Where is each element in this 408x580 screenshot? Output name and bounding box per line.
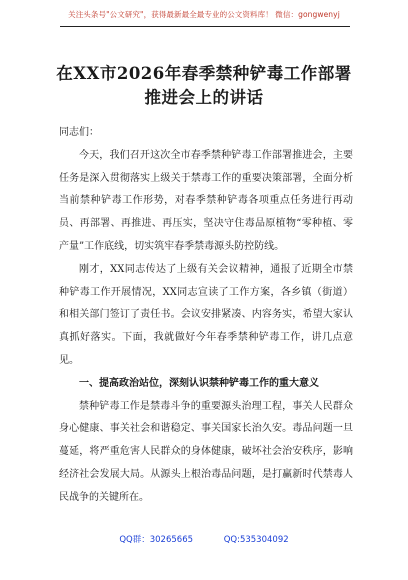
salutation: 同志们：	[59, 127, 99, 138]
header-divider	[60, 26, 350, 27]
section-paragraph-1: 禁种铲毒工作是禁毒斗争的重要源头治理工程，事关人民群众身心健康、事关社会和谐稳定、事关国家长治久安。毒品问题一旦蔓延，将严重危害人民群众的身体健康，破坏社会治安秩序，影响经济社会发展大局。从源头上根治毒品问题，是打赢新时代禁毒人民战争的关键所在。	[59, 400, 353, 503]
footer-contact	[0, 533, 408, 545]
header-note: 关注头条号"公文研究"，获得最新最全最专业的公文资料库！ 微信：gongwenyj	[68, 10, 340, 19]
title-line-2: 推进会上的讲话	[144, 88, 264, 107]
document-body	[59, 122, 353, 510]
title-line-1: 在XX市2026年春季禁种铲毒工作部署	[56, 64, 352, 83]
document-title	[0, 62, 408, 110]
paragraph-2: 刚才，XX同志传达了上级有关会议精神，通报了近期全市禁种铲毒工作开展情况，XX同志宣读了工作方案，各乡镇（街道）和相关部门签订了责任书。会议安排紧凑、内容务实，希望大家认真抓好落实。下面，我就做好今年春季禁种铲毒工作，讲几点意见。	[59, 263, 353, 366]
paragraph-1: 今天，我们召开这次全市春季禁种铲毒工作部署推进会，主要任务是深入贯彻落实上级关于禁毒工作的重要决策部署，全面分析当前禁种铲毒工作形势，对春季禁种铲毒各项重点任务进行再动员、再部署、再推进、再压实，坚决守住毒品原植物“零种植、零产量”工作底线，切实筑牢春季禁毒源头防控防线。	[59, 149, 353, 252]
section-heading-1: 一、提高政治站位，深刻认识禁种铲毒工作的重大意义	[79, 377, 319, 389]
footer-qq: QQ:535304092	[223, 535, 289, 545]
footer-qq-group: QQ群：30265665	[119, 535, 194, 545]
